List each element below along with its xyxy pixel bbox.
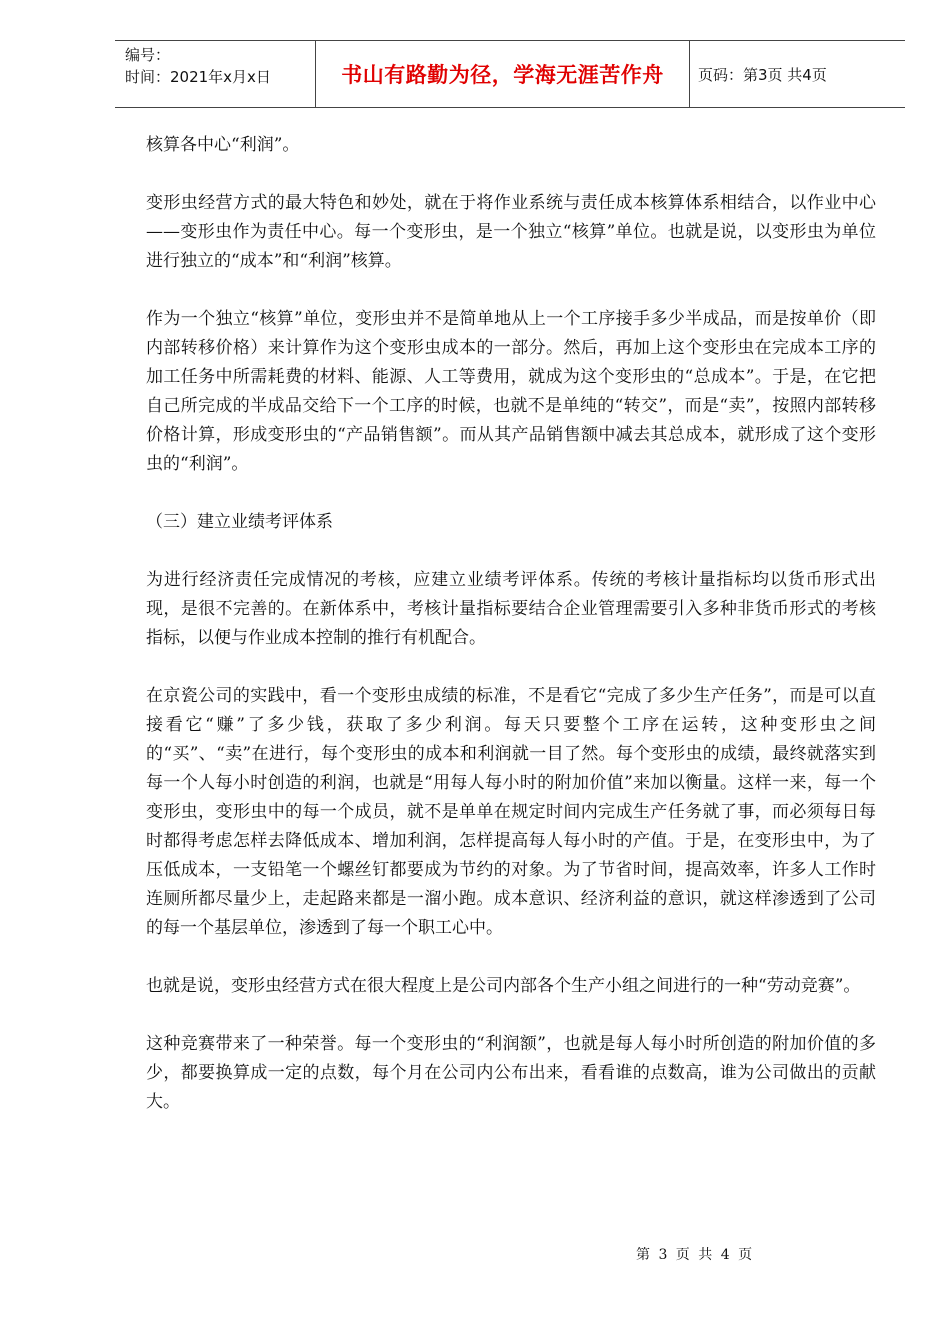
header-page-cell bbox=[690, 41, 905, 107]
paragraph-continuation: 核算各中心“利润”。 bbox=[146, 135, 300, 155]
paragraph-evaluation-system: 为进行经济责任完成情况的考核，应建立业绩考评体系。传统的考核计量指标均以货币形式出现，是很不完善的。在新体系中，考核计量指标要结合企业管理需要引入多种非货币形式的考核指标，以便与作业成本控制的推行有机配合。 bbox=[146, 570, 876, 648]
paragraph-independent-accounting: 作为一个独立“核算”单位，变形虫并不是简单地从上一个工序接手多少半成品，而是按单价（即内部转移价格）来计算作为这个变形虫成本的一部分。然后，再加上这个变形虫在完成本工序的加工任务中所需耗费的材料、能源、人工等费用，就成为这个变形虫的“总成本”。于是，在它把自己所完成的半成品交给下一个工序的时候，也就不是单纯的“转交”，而是“卖”，按照内部转移价格计算，形成变形虫的“产品销售额”。而从其产品销售额中减去其总成本，就形成了这个变形虫的“利润”。 bbox=[146, 309, 876, 474]
header-motto: 书山有路勤为径，学海无涯苦作舟 bbox=[341, 63, 664, 87]
header-page-info: 页码：第3页 共4页 bbox=[698, 65, 827, 84]
header-motto-cell bbox=[316, 41, 690, 107]
footer-page-number: 第 3 页 共 4 页 bbox=[636, 1247, 755, 1263]
serial-number-label: 编号： bbox=[125, 46, 171, 64]
date-label: 时间：2021年x月x日 bbox=[125, 68, 271, 86]
header-meta-cell bbox=[115, 41, 316, 107]
section-heading: （三）建立业绩考评体系 bbox=[146, 512, 333, 532]
paragraph-kyocera-practice: 在京瓷公司的实践中，看一个变形虫成绩的标准，不是看它“完成了多少生产任务”，而是可以直接看它“赚”了多少钱，获取了多少利润。每天只要整个工序在运转，这种变形虫之间的“买”、“卖”在进行，每个变形虫的成本和利润就一目了然。每个变形虫的成绩，最终就落实到每一个人每小时创造的利润，也就是“用每人每小时的附加价值”来加以衡量。这样一来，每一个变形虫，变形虫中的每一个成员，就不是单单在规定时间内完成生产任务就了事，而必须每日每时都得考虑怎样去降低成本、增加利润，怎样提高每人每小时的产值。于是，在变形虫中，为了压低成本，一支铅笔一个螺丝钉都要成为节约的对象。为了节省时间，提高效率，许多人工作时连厕所都尽量少上，走起路来都是一溜小跑。成本意识、经济利益的意识，就这样渗透到了公司的每一个基层单位，渗透到了每一个职工心中。 bbox=[146, 686, 876, 938]
paragraph-amoeba-feature: 变形虫经营方式的最大特色和妙处，就在于将作业系统与责任成本核算体系相结合，以作业中心——变形虫作为责任中心。每一个变形虫，是一个独立“核算”单位。也就是说，以变形虫为单位进行独立的“成本”和“利润”核算。 bbox=[146, 193, 876, 271]
document-header bbox=[115, 40, 905, 108]
paragraph-labor-competition: 也就是说，变形虫经营方式在很大程度上是公司内部各个生产小组之间进行的一种“劳动竞赛”。 bbox=[146, 976, 861, 996]
paragraph-honor: 这种竞赛带来了一种荣誉。每一个变形虫的“利润额”，也就是每人每小时所创造的附加价值的多少，都要换算成一定的点数，每个月在公司内公布出来，看看谁的点数高，谁为公司做出的贡献大。 bbox=[146, 1034, 876, 1112]
document-body bbox=[146, 131, 876, 1146]
